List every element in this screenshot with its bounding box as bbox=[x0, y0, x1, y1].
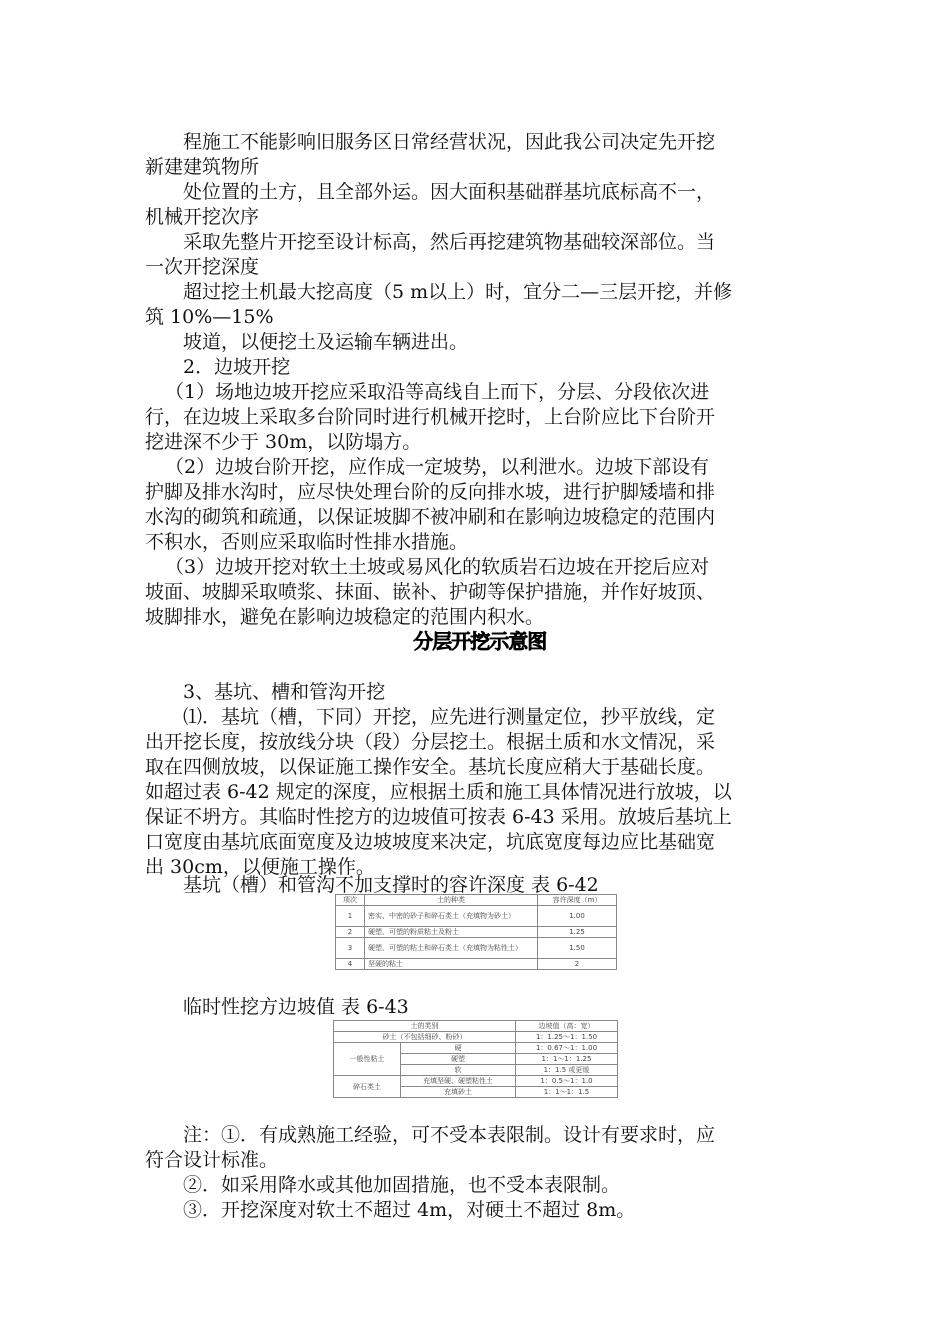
paragraph-line: 程施工不能影响旧服务区日常经营状况，因此我公司决定先开挖 bbox=[183, 131, 716, 153]
paragraph-line: 处位置的土方，且全部外运。因大面积基础群基坑底标高不一， bbox=[183, 181, 716, 203]
table-cell: 1.25 bbox=[538, 927, 617, 938]
paragraph-line: 一次开挖深度 bbox=[145, 256, 260, 278]
table-row bbox=[336, 959, 617, 970]
paragraph-line: 口宽度由基坑底面宽度及边坡坡度来决定，坑底宽度每边应比基础宽 bbox=[145, 831, 716, 853]
table-row bbox=[334, 1032, 618, 1043]
table-cell: 1：0.67～1：1.00 bbox=[516, 1043, 618, 1054]
paragraph-line: 如超过表 6-42 规定的深度，应根据土质和施工具体情况进行放坡，以 bbox=[145, 781, 732, 803]
table-group-label: 碎石类土 bbox=[334, 1076, 401, 1098]
table-cell: 1 bbox=[336, 906, 365, 927]
paragraph-line: 护脚及排水沟时，应尽快处理台阶的反向排水坡，进行护脚矮墙和排 bbox=[145, 481, 716, 503]
note-line: 注：①．有成熟施工经验，可不受本表限制。设计有要求时，应 bbox=[183, 1124, 716, 1146]
table-row bbox=[336, 927, 617, 938]
paragraph-line: 采取先整片开挖至设计标高，然后再挖建筑物基础较深部位。当 bbox=[183, 231, 716, 253]
table-header-cell: 土的类别 bbox=[334, 1021, 516, 1032]
note-line: ②．如采用降水或其他加固措施，也不受本表限制。 bbox=[183, 1174, 621, 1196]
paragraph-line: 挖进深不少于 30m，以防塌方。 bbox=[145, 431, 422, 453]
paragraph-line: 水沟的砌筑和疏通，以保证坡脚不被冲刷和在影响边坡稳定的范围内 bbox=[145, 506, 716, 528]
table-cell: 砂土（不包括细砂、粉砂） bbox=[334, 1032, 516, 1043]
table-cell: 坚硬的粘土 bbox=[365, 959, 538, 970]
table-cell: 4 bbox=[336, 959, 365, 970]
table-cell: 2 bbox=[336, 927, 365, 938]
paragraph-line: 筑 10%—15% bbox=[145, 306, 274, 328]
table-header-cell: 土的种类 bbox=[365, 895, 538, 906]
paragraph-line: （2）边坡台阶开挖，应作成一定坡势，以利泄水。边坡下部设有 bbox=[165, 456, 710, 478]
paragraph-line: 坡道，以便挖土及运输车辆进出。 bbox=[183, 331, 469, 353]
paragraph-line: （1）场地边坡开挖应采取沿等高线自上而下，分层、分段依次进 bbox=[165, 381, 710, 403]
table-group-label: 一般性粘土 bbox=[334, 1043, 401, 1076]
paragraph-line: 超过挖土机最大挖高度（5 m以上）时，宜分二—三层开挖，并修 bbox=[183, 281, 733, 303]
table-caption: 基坑（槽）和管沟不加支撑时的容许深度 表 6-42 bbox=[183, 874, 599, 896]
allowable-depth-table bbox=[335, 894, 617, 970]
table-cell: 1：1～1：1.5 bbox=[516, 1087, 618, 1098]
paragraph-line: 坡脚排水，避免在影响边坡稳定的范围内积水。 bbox=[145, 606, 545, 628]
paragraph-line: 出 30cm，以便施工操作。 bbox=[145, 856, 375, 878]
table-cell: 1.00 bbox=[538, 906, 617, 927]
paragraph-line: 取在四侧放坡，以保证施工操作安全。基坑长度应稍大于基础长度。 bbox=[145, 756, 716, 778]
table-header-cell: 容许深度（m） bbox=[538, 895, 617, 906]
table-cell: 硬 bbox=[401, 1043, 516, 1054]
table-cell: 充填坚硬、硬塑粘性土 bbox=[401, 1076, 516, 1087]
paragraph-line: 新建建筑物所 bbox=[145, 156, 260, 178]
paragraph-line: 行，在边坡上采取多台阶同时进行机械开挖时，上台阶应比下台阶开 bbox=[145, 406, 716, 428]
table-row bbox=[334, 1043, 618, 1054]
table-caption: 临时性挖方边坡值 表 6-43 bbox=[183, 996, 409, 1018]
paragraph-line: 不积水，否则应采取临时性排水措施。 bbox=[145, 531, 469, 553]
paragraph-line: （3）边坡开挖对软土土坡或易风化的软质岩石边坡在开挖后应对 bbox=[165, 556, 710, 578]
table-cell: 硬塑、可塑的粘土和碎石类土（充填物为粘性土） bbox=[365, 938, 538, 959]
table-cell: 硬塑 bbox=[401, 1054, 516, 1065]
paragraph-line: 保证不坍方。其临时性挖方的边坡值可按表 6-43 采用。放坡后基坑上 bbox=[145, 806, 732, 828]
section-heading: 3、基坑、槽和管沟开挖 bbox=[183, 681, 386, 703]
section-heading: 2．边坡开挖 bbox=[183, 356, 291, 378]
paragraph-line: 出开挖长度，按放线分块（段）分层挖土。根据土质和水文情况，采 bbox=[145, 731, 716, 753]
paragraph-line: 坡面、坡脚采取喷浆、抹面、嵌补、护砌等保护措施，并作好坡顶、 bbox=[145, 581, 716, 603]
note-line: ③．开挖深度对软土不超过 4m，对硬土不超过 8m。 bbox=[183, 1199, 636, 1221]
note-line: 符合设计标准。 bbox=[145, 1149, 279, 1171]
table-cell: 3 bbox=[336, 938, 365, 959]
table-cell: 1：1.25～1：1.50 bbox=[516, 1032, 618, 1043]
table-cell: 1：0.5～1：1.0 bbox=[516, 1076, 618, 1087]
table-cell: 软 bbox=[401, 1065, 516, 1076]
figure-title: 分层开挖示意图 bbox=[413, 629, 546, 653]
table-cell: 2 bbox=[538, 959, 617, 970]
table-row bbox=[336, 938, 617, 959]
paragraph-line: 机械开挖次序 bbox=[145, 206, 260, 228]
table-cell: 硬塑、可塑的粉质粘土及粉土 bbox=[365, 927, 538, 938]
table-header-cell: 边坡值（高：宽） bbox=[516, 1021, 618, 1032]
table-cell: 1.50 bbox=[538, 938, 617, 959]
table-row bbox=[334, 1076, 618, 1087]
table-cell: 充填砂土 bbox=[401, 1087, 516, 1098]
paragraph-line: ⑴．基坑（槽，下同）开挖，应先进行测量定位，抄平放线，定 bbox=[183, 706, 716, 728]
table-cell: 1：1～1：1.25 bbox=[516, 1054, 618, 1065]
table-header-row bbox=[334, 1021, 618, 1032]
table-header-row bbox=[336, 895, 617, 906]
table-cell: 密实、中密的砂子和碎石类土（充填物为砂土） bbox=[365, 906, 538, 927]
slope-value-table bbox=[333, 1020, 618, 1098]
table-row bbox=[336, 906, 617, 927]
table-cell: 1：1.5 或更缓 bbox=[516, 1065, 618, 1076]
table-header-cell: 项次 bbox=[336, 895, 365, 906]
